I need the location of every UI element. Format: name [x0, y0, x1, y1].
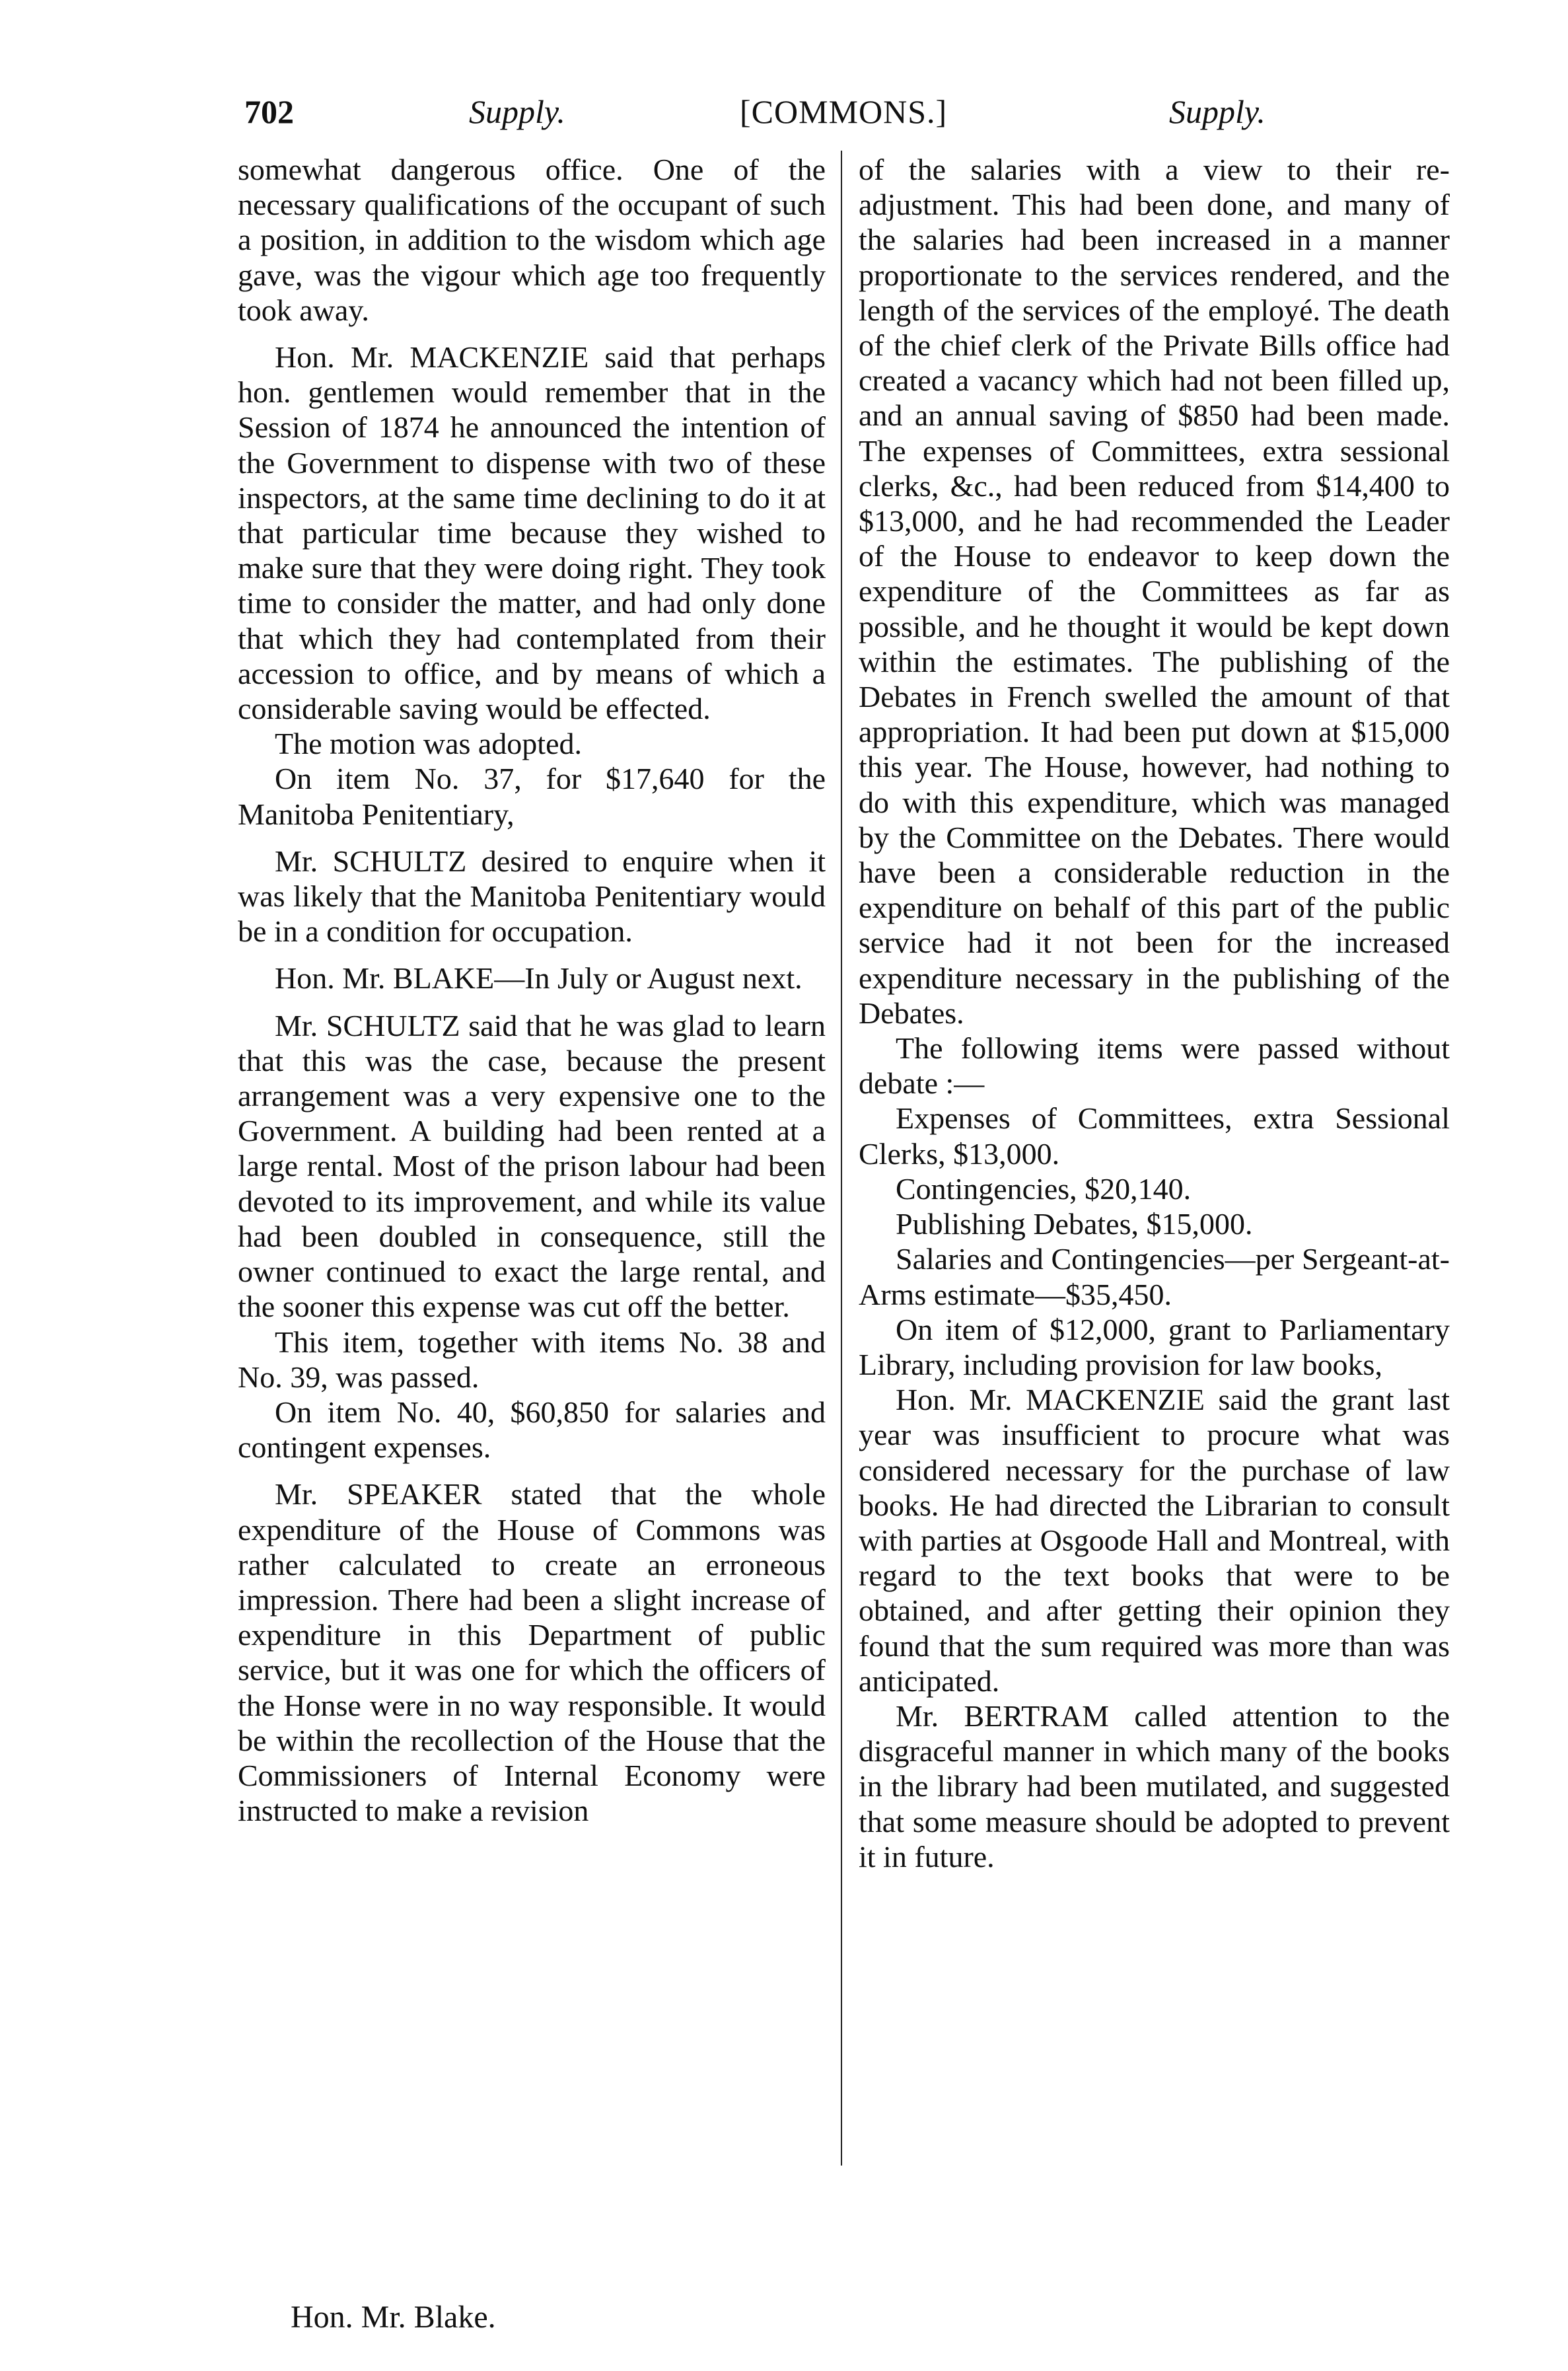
- page-header: [244, 92, 1301, 145]
- right-column: [859, 152, 1450, 1874]
- paragraph: On item of $12,000, grant to Parliamentary Library, including provision for law books,: [859, 1312, 1450, 1381]
- left-column: [238, 152, 826, 1828]
- paragraph: Mr. SPEAKER stated that the whole expenditure of the House of Commons was rather calculated to create an erroneous impression. There had been a slight increase of expenditure in this Department of public service, but it was one for which the officers of the Honse were in no way responsible. It would be within the recollection of the House that the Commissioners of Internal Economy were instructed to make a revision: [238, 1477, 826, 1828]
- paragraph: The following items were passed without debate :—: [859, 1031, 1450, 1101]
- paragraph: Expenses of Committees, extra Sessional Clerks, $13,000.: [859, 1101, 1450, 1171]
- header-center-title: [COMMONS.]: [740, 93, 948, 130]
- paragraph: Contingencies, $20,140.: [896, 1171, 1192, 1206]
- paragraph: The motion was adopted.: [275, 727, 583, 761]
- paragraph: Mr. BERTRAM called attention to the disgraceful manner in which many of the books in the library had been mutilated, and suggested that some measure should be adopted to prevent it in future.: [859, 1698, 1450, 1874]
- catchword-footer: Hon. Mr. Blake.: [291, 2300, 496, 2335]
- paragraph: Salaries and Contingencies—per Sergeant-at-Arms estimate—$35,450.: [859, 1242, 1450, 1311]
- header-left-title: Supply.: [469, 93, 565, 130]
- paragraph: Mr. SCHULTZ desired to enquire when it was likely that the Manitoba Penitentiary would be in a condition for occupation.: [238, 844, 826, 949]
- paragraph: This item, together with items No. 38 and No. 39, was passed.: [238, 1325, 826, 1394]
- paragraph: somewhat dangerous office. One of the necessary qualifications of the occupant of such a position, in addition to the wisdom which age gave, was the vigour which age too frequently took away.: [238, 153, 826, 327]
- paragraph: Hon. Mr. BLAKE—In July or August next.: [275, 961, 802, 996]
- paragraph: Publishing Debates, $15,000.: [896, 1207, 1253, 1241]
- header-right-title: Supply.: [1169, 93, 1265, 130]
- paragraph: On item No. 40, $60,850 for salaries and contingent expenses.: [238, 1395, 826, 1465]
- paragraph: Mr. SCHULTZ said that he was glad to learn that this was the case, because the present arrangement was a very expensive one to the Government. A building had been rented at a large rental. Most of the prison labour had been devoted to its improvement, and while its value had been doubled in consequence, still the owner continued to exact the large rental, and the sooner this expense was cut off the better.: [238, 1008, 826, 1324]
- column-divider: [841, 151, 842, 2166]
- page-number: 702: [244, 93, 294, 130]
- paragraph: Hon. Mr. MACKENZIE said the grant last year was insufficient to procure what was considered necessary for the purchase of law books. He had directed the Librarian to consult with parties at Osgoode Hall and Montreal, with regard to the text books that were to be obtained, and after getting their opinion they found that the sum required was more than was anticipated.: [859, 1383, 1450, 1698]
- paragraph: of the salaries with a view to their re-adjustment. This had been done, and many of the salaries had been increased in a manner proportionate to the services rendered, and the length of the services of the employé. The death of the chief clerk of the Private Bills office had created a vacancy which had not been filled up, and an annual saving of $850 had been made. The expenses of Committees, extra sessional clerks, &c., had been reduced from $14,400 to $13,000, and he had recommended the Leader of the House to endeavor to keep down the expenditure of the Committees as far as possible, and he thought it would be kept down within the estimates. The publishing of the Debates in French swelled the amount of that appropriation. It had been put down at $15,000 this year. The House, however, had nothing to do with this expenditure, which was managed by the Committee on the Debates. There would have been a considerable reduction in the expenditure on behalf of this part of the public service had it not been for the increased expenditure necessary in the publishing of the Debates.: [859, 153, 1450, 1030]
- paragraph: On item No. 37, for $17,640 for the Manitoba Penitentiary,: [238, 762, 826, 831]
- paragraph: Hon. Mr. MACKENZIE said that perhaps hon. gentlemen would remember that in the Session of 1874 he announced the intention of the Government to dispense with two of these inspectors, at the same time declining to do it at that particular time because they wished to make sure that they were doing right. They took time to consider the matter, and had only done that which they had contemplated from their accession to office, and by means of which a considerable saving would be effected.: [238, 340, 826, 726]
